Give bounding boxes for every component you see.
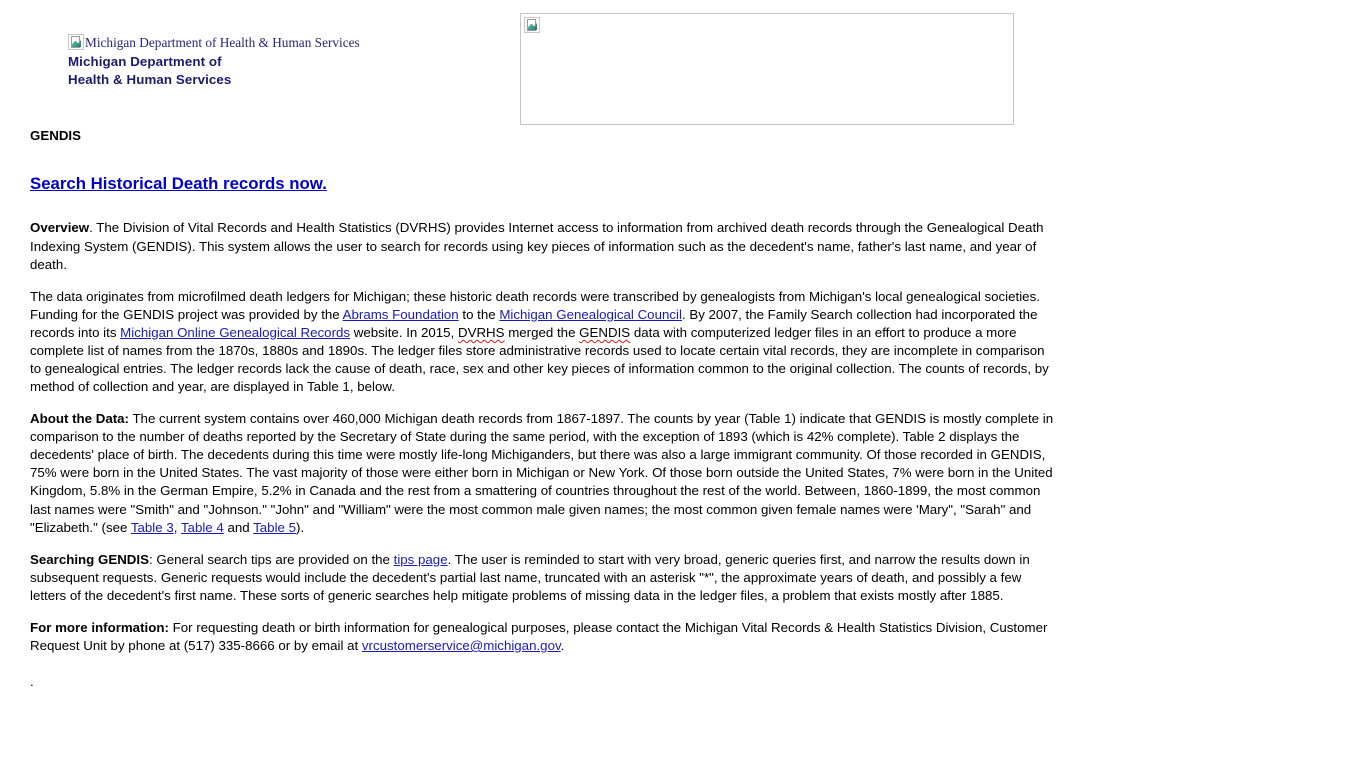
data-origin-text-4: website. In 2015, [350, 324, 458, 340]
about-the-data-text-2: , [173, 519, 181, 535]
search-link-container [30, 174, 1055, 194]
overview-text: . The Division of Vital Records and Health Statistics (DVRHS) provides Internet access to information from archived death records through the Genealogical Death Indexing System (GENDIS). This system allows the user to search for records using key pieces of information such as the decedent's name, father's last name, and year of death. [30, 220, 1044, 272]
paragraph-searching-gendis [30, 551, 1055, 605]
logo-broken-image [68, 34, 488, 50]
paragraph-overview [30, 219, 1055, 273]
about-the-data-text-4: ). [296, 519, 305, 535]
paragraph-data-origin [30, 288, 1055, 396]
overview-lead: Overview [30, 220, 90, 236]
customer-service-email-link[interactable]: vrcustomerservice@michigan.gov [361, 638, 561, 653]
spellcheck-word-gendis: GENDIS [579, 324, 631, 340]
broken-image-icon [68, 34, 84, 50]
data-origin-text-5: merged the [504, 324, 580, 340]
paragraph-more-information [30, 619, 1055, 655]
more-information-text-2: . [560, 638, 565, 653]
search-historical-death-records-link[interactable]: Search Historical Death records now. [30, 173, 327, 193]
abrams-foundation-link[interactable]: Abrams Foundation [342, 306, 459, 322]
paragraph-about-the-data [30, 410, 1055, 537]
page-title: GENDIS [30, 128, 81, 143]
about-the-data-text-1: The current system contains over 460,000 Michigan death records from 1867-1897. The counts by year (Table 1) indicate that GENDIS is mostly complete in comparison to the number of deaths reported by the Secretary of State during the same period, with the exception of 1893 (which is 42% complete). Table 2 displays the decedents' place of birth. The decedents during this time were mostly life-long Michiganders, but there was also a large immigrant community. Of those recorded in GENDIS, 75% were born in the United States. The vast majority of those were either born in Michigan or New York. Of those born outside the United States, 7% were born in the United Kingdom, 5.8% in the German Empire, 5.2% in Canada and the rest from a smattering of countries throughout the rest of the world. Between, 1860-1899, the most common last names were "Smith" and "Johnson." "John" and "William" were the most common male given names; the most common given female names were 'Mary", "Sarah" and "Elizabeth." (see [30, 411, 1054, 535]
data-origin-text-2: to the [458, 306, 500, 322]
michigan-online-genealogical-records-link[interactable]: Michigan Online Genealogical Records [120, 324, 351, 340]
table-3-link[interactable]: Table 3 [130, 519, 174, 535]
data-origin-text-3: . By 2007, the Family Search collection had incorporated the records into its [30, 306, 1038, 340]
about-the-data-lead: About the Data: [30, 411, 129, 427]
more-information-text-1: For requesting death or birth information for genealogical purposes, please contact the Michigan Vital Records & Health Statistics Division, Customer Request Unit by phone at (517) 335-8666 or by email at [30, 619, 1048, 653]
about-the-data-text-3: and [223, 519, 254, 535]
spellcheck-word-dvrhs: DVRHS [457, 324, 505, 340]
agency-name-line-1: Michigan Department of [68, 54, 222, 69]
tips-page-link[interactable]: tips page [393, 551, 448, 567]
searching-text-2: . The user is reminded to start with very broad, generic queries first, and narrow the results down in subsequent requests. Generic requests would include the decedent's partial last name, truncated with an asterisk "*", the approximate years of death, and possibly a few letters of the decedent's first name. These sorts of generic searches help mitigate problems of missing data in the ledger files, a problem that exists mostly after 1885. [30, 551, 1030, 603]
banner-image-placeholder [520, 13, 1014, 125]
data-origin-text-6: data with computerized ledger files in an effort to produce a more complete list of names from the 1870s, 1880s and 1890s. The ledger files store administrative records used to locate certain vital records, they are incomplete in comparison to genealogical entries. The ledger records lack the cause of death, race, sex and other key pieces of information common to the original collection. The counts of records, by method of collection and year, are displayed in Table 1, below. [30, 324, 1049, 395]
trailing-dot: . [30, 674, 34, 690]
logo-alt-text: Michigan Department of Health & Human Services [85, 35, 360, 50]
data-origin-text-1: The data originates from microfilmed death ledgers for Michigan; these historic death records were transcribed by genealogists from Michigan's local genealogical societies. Funding for the GENDIS project was provided by the [30, 288, 1040, 322]
agency-branding [68, 34, 488, 88]
more-information-lead: For more information: [30, 619, 169, 635]
searching-text-1: : General search tips are provided on the [148, 551, 394, 567]
agency-name [68, 53, 488, 88]
table-4-link[interactable]: Table 4 [180, 519, 224, 535]
table-5-link[interactable]: Table 5 [253, 519, 297, 535]
broken-image-icon [524, 17, 540, 33]
agency-name-line-2: Health & Human Services [68, 71, 232, 87]
michigan-genealogical-council-link[interactable]: Michigan Genealogical Council [499, 306, 682, 322]
main-content [0, 128, 1055, 690]
searching-gendis-lead: Searching GENDIS [30, 551, 149, 567]
page-header [0, 0, 1366, 128]
